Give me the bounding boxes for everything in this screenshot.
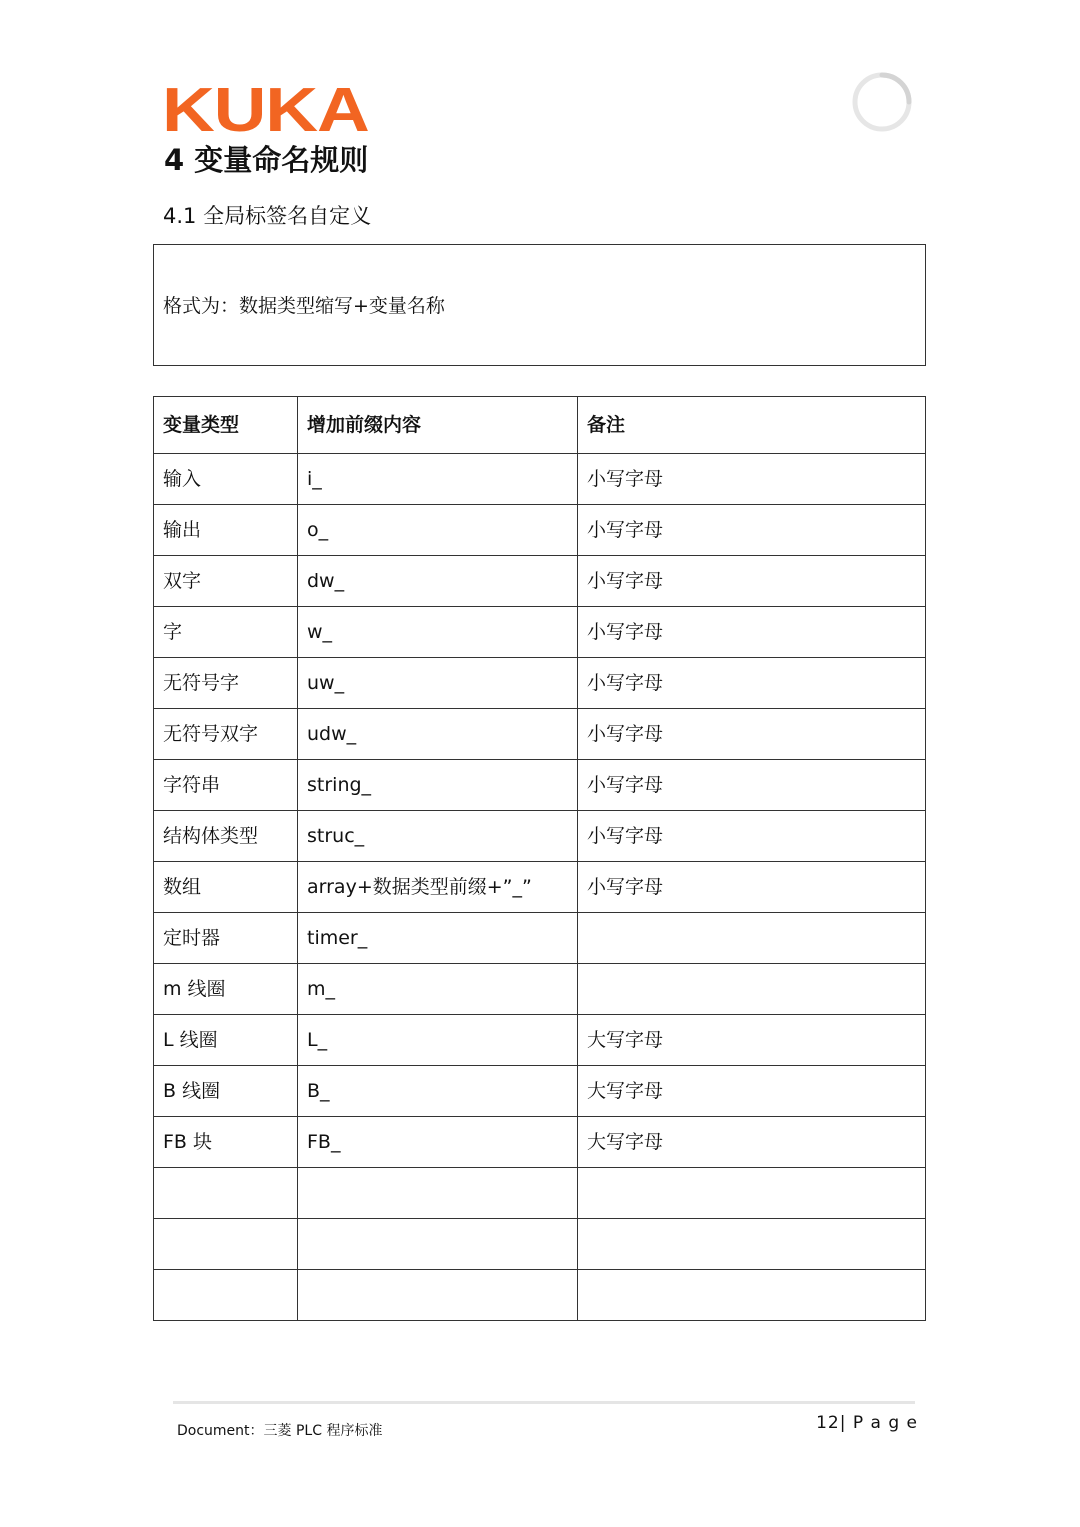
cell-remark: 大写字母 xyxy=(578,1066,926,1117)
loading-spinner-icon xyxy=(851,71,913,133)
cell-variable-type: B 线圈 xyxy=(154,1066,298,1117)
cell-remark: 小写字母 xyxy=(578,709,926,760)
cell-remark: 小写字母 xyxy=(578,505,926,556)
cell-variable-type: 数组 xyxy=(154,862,298,913)
cell-variable-type: 双字 xyxy=(154,556,298,607)
cell-variable-type: 字符串 xyxy=(154,760,298,811)
table-row xyxy=(154,1168,926,1219)
cell-remark: 小写字母 xyxy=(578,811,926,862)
table-row xyxy=(154,1117,926,1168)
table-row xyxy=(154,964,926,1015)
table-row xyxy=(154,505,926,556)
table-row xyxy=(154,556,926,607)
cell-variable-type: 结构体类型 xyxy=(154,811,298,862)
cell-remark xyxy=(578,913,926,964)
cell-remark: 小写字母 xyxy=(578,454,926,505)
cell-prefix: B_ xyxy=(298,1066,578,1117)
cell-remark xyxy=(578,1219,926,1270)
cell-remark: 大写字母 xyxy=(578,1015,926,1066)
cell-variable-type xyxy=(154,1168,298,1219)
chapter-title: 4 变量命名规则 xyxy=(164,143,369,177)
cell-prefix: dw_ xyxy=(298,556,578,607)
cell-remark: 小写字母 xyxy=(578,760,926,811)
cell-remark xyxy=(578,1270,926,1321)
cell-prefix: array+数据类型前缀+”_” xyxy=(298,862,578,913)
cell-variable-type: 输出 xyxy=(154,505,298,556)
table-row xyxy=(154,658,926,709)
cell-prefix xyxy=(298,1219,578,1270)
cell-remark: 小写字母 xyxy=(578,658,926,709)
cell-prefix xyxy=(298,1168,578,1219)
section-title: 4.1 全局标签名自定义 xyxy=(163,204,372,228)
cell-variable-type: 定时器 xyxy=(154,913,298,964)
cell-variable-type: FB 块 xyxy=(154,1117,298,1168)
cell-variable-type: 字 xyxy=(154,607,298,658)
table-row xyxy=(154,811,926,862)
cell-prefix: i_ xyxy=(298,454,578,505)
cell-prefix: uw_ xyxy=(298,658,578,709)
table-row xyxy=(154,1219,926,1270)
cell-prefix: w_ xyxy=(298,607,578,658)
header-remark: 备注 xyxy=(578,397,926,454)
format-box xyxy=(153,244,926,366)
cell-prefix: struc_ xyxy=(298,811,578,862)
table-row xyxy=(154,607,926,658)
cell-prefix: udw_ xyxy=(298,709,578,760)
cell-prefix xyxy=(298,1270,578,1321)
cell-remark: 小写字母 xyxy=(578,556,926,607)
table-header-row xyxy=(154,397,926,454)
cell-prefix: FB_ xyxy=(298,1117,578,1168)
header-variable-type: 变量类型 xyxy=(154,397,298,454)
table-row xyxy=(154,760,926,811)
footer-document-label: Document：三菱 PLC 程序标准 xyxy=(177,1423,383,1439)
footer-page-number: 12| P a g e xyxy=(816,1413,918,1433)
table-row xyxy=(154,862,926,913)
table-row xyxy=(154,913,926,964)
cell-prefix: m_ xyxy=(298,964,578,1015)
cell-variable-type: L 线圈 xyxy=(154,1015,298,1066)
table-row xyxy=(154,709,926,760)
table-row xyxy=(154,454,926,505)
cell-variable-type xyxy=(154,1270,298,1321)
cell-variable-type: 输入 xyxy=(154,454,298,505)
cell-remark: 小写字母 xyxy=(578,607,926,658)
header-prefix: 增加前缀内容 xyxy=(298,397,578,454)
variable-naming-table xyxy=(153,396,926,1321)
format-description: 格式为：数据类型缩写+变量名称 xyxy=(163,295,445,317)
cell-remark xyxy=(578,964,926,1015)
cell-remark: 小写字母 xyxy=(578,862,926,913)
cell-variable-type xyxy=(154,1219,298,1270)
cell-variable-type: 无符号双字 xyxy=(154,709,298,760)
cell-prefix: L_ xyxy=(298,1015,578,1066)
kuka-logo: KUKA xyxy=(162,76,369,145)
table-row xyxy=(154,1066,926,1117)
cell-variable-type: m 线圈 xyxy=(154,964,298,1015)
table-row xyxy=(154,1015,926,1066)
footer-divider xyxy=(173,1401,915,1404)
table-row xyxy=(154,1270,926,1321)
cell-prefix: timer_ xyxy=(298,913,578,964)
cell-prefix: string_ xyxy=(298,760,578,811)
cell-remark xyxy=(578,1168,926,1219)
cell-variable-type: 无符号字 xyxy=(154,658,298,709)
cell-prefix: o_ xyxy=(298,505,578,556)
cell-remark: 大写字母 xyxy=(578,1117,926,1168)
